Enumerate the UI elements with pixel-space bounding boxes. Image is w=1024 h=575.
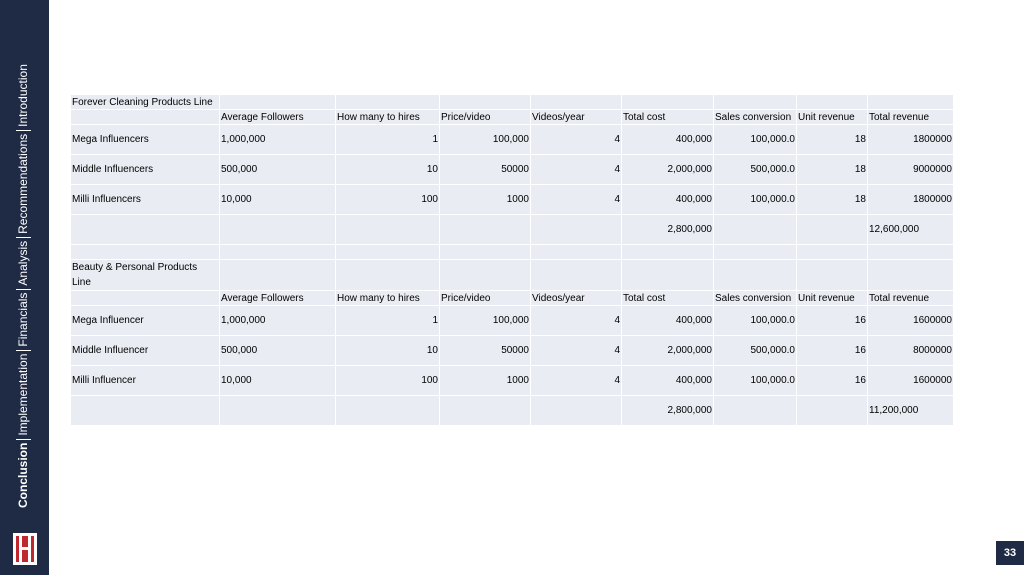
influencer-cost-table	[70, 94, 954, 426]
col-header: Unit revenue	[797, 291, 868, 306]
cell: 100,000	[440, 125, 531, 155]
cell: 10	[336, 155, 440, 185]
nav-item-recommendations[interactable]: Recommendations	[16, 133, 30, 234]
col-header: How many to hires	[336, 291, 440, 306]
cell: 400,000	[622, 185, 714, 215]
cell: 18	[797, 185, 868, 215]
cell: 100,000.0	[714, 306, 797, 336]
company-logo-icon	[13, 533, 37, 565]
cell: 100,000	[440, 306, 531, 336]
cell: 16	[797, 306, 868, 336]
total-revenue: 12,600,000	[868, 215, 954, 245]
nav-separator	[16, 289, 31, 290]
section-title: Forever Cleaning Products Line	[71, 95, 220, 110]
col-header: Sales conversion	[714, 110, 797, 125]
nav-separator	[16, 439, 31, 440]
cell: 8000000	[868, 336, 954, 366]
nav-separator	[16, 350, 31, 351]
table-row	[71, 125, 954, 155]
col-header: Total revenue	[868, 291, 954, 306]
cell: 400,000	[622, 125, 714, 155]
col-header: Average Followers	[220, 291, 336, 306]
cell: 9000000	[868, 155, 954, 185]
nav-item-implementation[interactable]: Implementation	[16, 353, 30, 436]
totals-row	[71, 396, 954, 426]
section-title: Beauty & Personal Products Line	[71, 260, 220, 291]
cell: 4	[531, 366, 622, 396]
cell: 18	[797, 155, 868, 185]
nav-item-analysis[interactable]: Analysis	[16, 240, 30, 286]
section-title-row	[71, 260, 954, 291]
row-label: Mega Influencers	[71, 125, 220, 155]
cell: 500,000	[220, 336, 336, 366]
row-label: Middle Influencers	[71, 155, 220, 185]
nav-item-introduction[interactable]: Introduction	[16, 64, 30, 127]
col-header: Unit revenue	[797, 110, 868, 125]
nav-item-financials[interactable]: Financials	[16, 292, 30, 347]
cell: 100	[336, 185, 440, 215]
section-title-row	[71, 95, 954, 110]
cell: 500,000.0	[714, 336, 797, 366]
spacer-row	[71, 245, 954, 260]
col-header: Sales conversion	[714, 291, 797, 306]
cell: 1800000	[868, 125, 954, 155]
table-row	[71, 306, 954, 336]
row-label: Mega Influencer	[71, 306, 220, 336]
cell: 10	[336, 336, 440, 366]
cell: 2,000,000	[622, 336, 714, 366]
total-revenue: 11,200,000	[868, 396, 954, 426]
cell: 4	[531, 155, 622, 185]
cell: 1600000	[868, 306, 954, 336]
cell: 2,000,000	[622, 155, 714, 185]
cell: 400,000	[622, 366, 714, 396]
cell: 4	[531, 125, 622, 155]
cell: 1600000	[868, 366, 954, 396]
cell: 4	[531, 336, 622, 366]
cell: 1	[336, 306, 440, 336]
cell: 500,000	[220, 155, 336, 185]
col-header: Total cost	[622, 110, 714, 125]
table-row	[71, 185, 954, 215]
cell: 1,000,000	[220, 306, 336, 336]
col-header: Price/video	[440, 110, 531, 125]
col-header: Videos/year	[531, 110, 622, 125]
col-header: Total revenue	[868, 110, 954, 125]
cell: 10,000	[220, 185, 336, 215]
totals-row	[71, 215, 954, 245]
cell: 16	[797, 336, 868, 366]
table-row	[71, 336, 954, 366]
header-row	[71, 110, 954, 125]
cell: 400,000	[622, 306, 714, 336]
col-header: Total cost	[622, 291, 714, 306]
cell: 1,000,000	[220, 125, 336, 155]
col-header: Price/video	[440, 291, 531, 306]
total-cost: 2,800,000	[622, 215, 714, 245]
row-label: Milli Influencer	[71, 366, 220, 396]
header-row	[71, 291, 954, 306]
cell: 4	[531, 185, 622, 215]
table-row	[71, 366, 954, 396]
cell: 100,000.0	[714, 185, 797, 215]
cell: 100,000.0	[714, 125, 797, 155]
nav-separator	[16, 237, 31, 238]
cell: 100	[336, 366, 440, 396]
page-number: 33	[996, 541, 1024, 565]
cell: 18	[797, 125, 868, 155]
cell: 1000	[440, 185, 531, 215]
col-header: Average Followers	[220, 110, 336, 125]
cell: 100,000.0	[714, 366, 797, 396]
sidebar	[0, 0, 49, 575]
cell: 50000	[440, 155, 531, 185]
cell: 10,000	[220, 366, 336, 396]
cell: 50000	[440, 336, 531, 366]
cell: 4	[531, 306, 622, 336]
col-header: Videos/year	[531, 291, 622, 306]
nav-separator	[16, 130, 31, 131]
cell: 1800000	[868, 185, 954, 215]
row-label: Milli Influencers	[71, 185, 220, 215]
nav-item-conclusion[interactable]: Conclusion	[16, 442, 30, 508]
total-cost: 2,800,000	[622, 396, 714, 426]
row-label: Middle Influencer	[71, 336, 220, 366]
cell: 1	[336, 125, 440, 155]
cell: 16	[797, 366, 868, 396]
cell: 500,000.0	[714, 155, 797, 185]
section-nav	[8, 18, 38, 508]
table-row	[71, 155, 954, 185]
col-header: How many to hires	[336, 110, 440, 125]
cell: 1000	[440, 366, 531, 396]
